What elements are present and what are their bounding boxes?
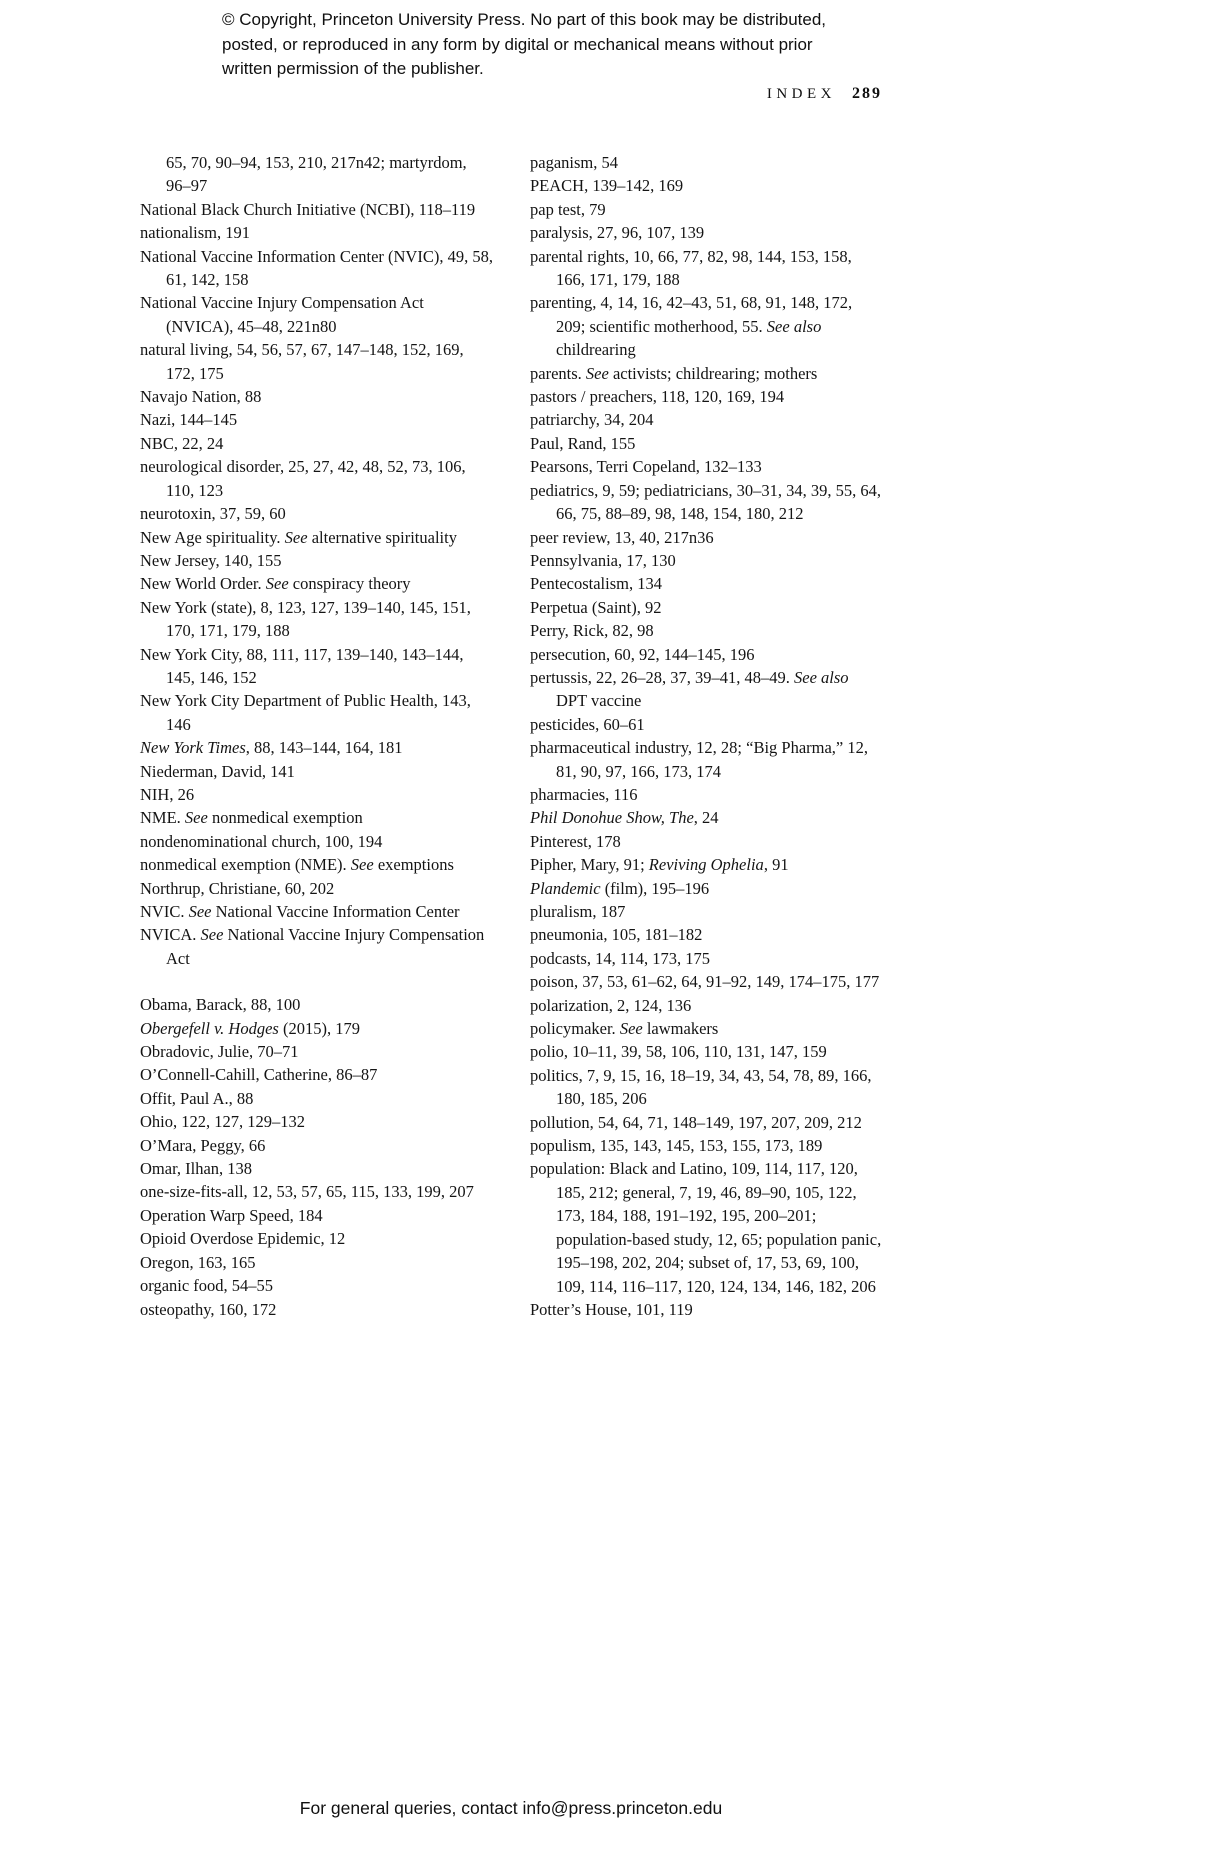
index-entry: nationalism, 191	[140, 223, 250, 243]
index-entry: Obradovic, Julie, 70–71	[140, 1042, 299, 1062]
index-entry: Oregon, 163, 165	[140, 1252, 256, 1272]
index-column-right	[530, 151, 883, 1321]
index-entry: populism, 135, 143, 145, 153, 155, 173, 189	[530, 1136, 823, 1156]
queries-contact-line: For general queries, contact info@press.princeton.edu	[299, 1798, 723, 1818]
index-entry: natural living, 54, 56, 57, 67, 147–148, 152, 169, 172, 175	[140, 340, 464, 383]
index-entry: Opioid Overdose Epidemic, 12	[140, 1229, 346, 1249]
index-entry: NVIC. See National Vaccine Information Center	[140, 902, 460, 921]
index-entry: New York City Department of Public Health, 143, 146	[140, 691, 471, 734]
index-entry: Omar, Ilhan, 138	[140, 1159, 253, 1179]
index-entry: parenting, 4, 14, 16, 42–43, 51, 68, 91, 148, 172, 209; scientific motherhood, 55. See also childrearing	[530, 293, 853, 360]
index-entry: New York City, 88, 111, 117, 139–140, 143–144, 145, 146, 152	[140, 644, 464, 687]
index-entry: Northrup, Christiane, 60, 202	[140, 878, 335, 898]
index-entry: New World Order. See conspiracy theory	[140, 574, 411, 594]
index-entry: pediatrics, 9, 59; pediatricians, 30–31, 34, 39, 55, 64, 66, 75, 88–89, 98, 148, 154, 180, 212	[530, 480, 882, 524]
index-entry: parents. See activists; childrearing; mothers	[530, 363, 818, 383]
index-entry: O’Connell-Cahill, Catherine, 86–87	[140, 1065, 378, 1085]
index-entry: neurological disorder, 25, 27, 42, 48, 52, 73, 106, 110, 123	[140, 457, 466, 500]
index-entry: parental rights, 10, 66, 77, 82, 98, 144, 153, 158, 166, 171, 179, 188	[530, 246, 852, 290]
index-entry: pneumonia, 105, 181–182	[530, 925, 703, 945]
index-entry: pharmacies, 116	[530, 784, 638, 804]
index-entry: Offit, Paul A., 88	[140, 1088, 254, 1108]
index-entry: NIH, 26	[140, 784, 195, 804]
index-entry: National Vaccine Information Center (NVIC), 49, 58, 61, 142, 158	[140, 246, 493, 290]
index-entry: Plandemic (film), 195–196	[530, 878, 710, 898]
index-entry: Pinterest, 178	[530, 831, 621, 851]
index-entry: PEACH, 139–142, 169	[530, 176, 684, 196]
index-entry: Pentecostalism, 134	[530, 574, 662, 594]
index-entry: patriarchy, 34, 204	[530, 410, 654, 430]
index-entry: paralysis, 27, 96, 107, 139	[530, 223, 705, 243]
index-entry: Phil Donohue Show, The, 24	[530, 808, 719, 828]
index-entry: poison, 37, 53, 61–62, 64, 91–92, 149, 174–175, 177	[530, 972, 880, 992]
index-heading: INDEX	[766, 86, 836, 102]
index-entry: Potter’s House, 101, 119	[530, 1299, 693, 1319]
index-entry: NBC, 22, 24	[140, 433, 224, 453]
index-entry: Paul, Rand, 155	[530, 433, 636, 453]
index-entry: nondenominational church, 100, 194	[140, 831, 383, 851]
index-entry: New Age spirituality. See alternative spirituality	[140, 527, 457, 547]
index-entry: nonmedical exemption (NME). See exemptions	[140, 855, 454, 875]
index-entry: polio, 10–11, 39, 58, 106, 110, 131, 147, 159	[530, 1042, 827, 1062]
running-head	[140, 85, 882, 103]
index-entry: Nazi, 144–145	[140, 410, 238, 430]
index-entry: pluralism, 187	[530, 902, 626, 921]
index-entry: 65, 70, 90–94, 153, 210, 217n42; martyrdom, 96–97	[166, 153, 467, 196]
index-entry: osteopathy, 160, 172	[140, 1299, 277, 1319]
index-entry: pastors / preachers, 118, 120, 169, 194	[530, 387, 785, 407]
index-entry: pap test, 79	[530, 199, 606, 219]
index-entry: pharmaceutical industry, 12, 28; “Big Pharma,” 12, 81, 90, 97, 166, 173, 174	[530, 738, 869, 781]
index-entry: Operation Warp Speed, 184	[140, 1205, 323, 1225]
index-entry: Perpetua (Saint), 92	[530, 597, 662, 617]
index-entry: one-size-fits-all, 12, 53, 57, 65, 115, 133, 199, 207	[140, 1182, 474, 1202]
index-column-left	[140, 151, 493, 1321]
index-entry: pollution, 54, 64, 71, 148–149, 197, 207, 209, 212	[530, 1112, 862, 1132]
page-number: 289	[852, 85, 882, 102]
index-entry: polarization, 2, 124, 136	[530, 995, 692, 1015]
index-entry: NME. See nonmedical exemption	[140, 808, 363, 828]
index-columns	[140, 151, 883, 1321]
index-entry: New Jersey, 140, 155	[140, 550, 282, 570]
index-entry: Pearsons, Terri Copeland, 132–133	[530, 457, 762, 477]
index-entry: population: Black and Latino, 109, 114, 117, 120, 185, 212; general, 7, 19, 46, 89–90, 105, 122, 173, 184, 188, 191–192, 195, 200–201; population-based study, 12, 65; population panic, 195–198, 202, 204; subset of, 17, 53, 69, 100, 109, 114, 116–117, 120, 124, 134, 146, 182, 206	[530, 1159, 882, 1296]
index-entry: Niederman, David, 141	[140, 761, 295, 781]
index-entry: New York Times, 88, 143–144, 164, 181	[140, 738, 403, 758]
index-entry: podcasts, 14, 114, 173, 175	[530, 948, 710, 968]
index-entry: Obergefell v. Hodges (2015), 179	[140, 1018, 360, 1038]
index-entry: policymaker. See lawmakers	[530, 1019, 719, 1039]
index-entry: Pipher, Mary, 91; Reviving Ophelia, 91	[530, 855, 789, 875]
index-entry: National Vaccine Injury Compensation Act (NVICA), 45–48, 221n80	[140, 293, 424, 336]
index-entry: pertussis, 22, 26–28, 37, 39–41, 48–49. See also DPT vaccine	[530, 667, 849, 711]
index-entry: peer review, 13, 40, 217n36	[530, 527, 714, 547]
index-entry: NVICA. See National Vaccine Injury Compensation Act	[140, 925, 485, 968]
index-entry: O’Mara, Peggy, 66	[140, 1135, 266, 1155]
index-entry: Ohio, 122, 127, 129–132	[140, 1112, 305, 1132]
index-entry: National Black Church Initiative (NCBI), 118–119	[140, 199, 476, 219]
index-entry: Perry, Rick, 82, 98	[530, 621, 654, 641]
index-entry: New York (state), 8, 123, 127, 139–140, 145, 151, 170, 171, 179, 188	[140, 597, 471, 641]
index-entry: politics, 7, 9, 15, 16, 18–19, 34, 43, 54, 78, 89, 166, 180, 185, 206	[530, 1065, 872, 1109]
index-entry: paganism, 54	[530, 153, 618, 172]
index-entry: neurotoxin, 37, 59, 60	[140, 504, 286, 524]
index-entry: persecution, 60, 92, 144–145, 196	[530, 644, 755, 664]
index-entry: pesticides, 60–61	[530, 714, 645, 734]
index-entry: organic food, 54–55	[140, 1276, 274, 1296]
index-entry: Navajo Nation, 88	[140, 387, 262, 407]
copyright-notice: © Copyright, Princeton University Press. No part of this book may be distributed, posted, or reproduced in any form by digital or mechanical means without prior written permission of the publisher.	[222, 10, 827, 78]
index-entry: Pennsylvania, 17, 130	[530, 550, 676, 570]
index-entry: Obama, Barack, 88, 100	[140, 995, 301, 1015]
